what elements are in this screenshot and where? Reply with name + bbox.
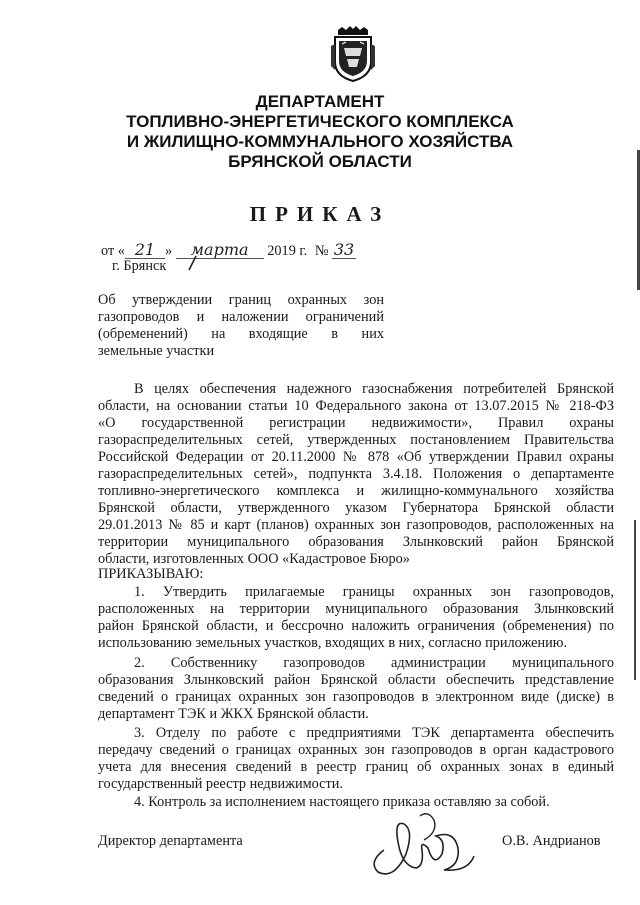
body-line: Брянской области, утвержденного указом Губернатора Брянской области	[98, 500, 614, 516]
order-number: 33	[333, 240, 355, 259]
department-name-line: БРЯНСКОЙ ОБЛАСТИ	[228, 152, 412, 171]
body-line: Российской Федерации от 20.11.2000 № 878 «Об утверждении Правил охраны	[98, 449, 614, 465]
body-line: передачу сведений о границах охранных зон газопроводов в орган кадастрового	[98, 742, 614, 758]
subject-line: газопроводов и наложении ограничений	[98, 309, 384, 325]
subject-line: (обременений) на входящие в них	[98, 326, 384, 342]
subject-line: Об утверждении границ охранных зон	[98, 292, 384, 308]
body-line: образования Злынковский район Брянской области обеспечить представление	[98, 672, 614, 688]
pen-stroke-mark	[186, 255, 198, 271]
body-line: газораспределительных сетей», подпункта 3.4.18. Положения о департаменте	[98, 466, 614, 482]
body-line: территории муниципального образования Злынковский район Брянской	[98, 534, 614, 550]
date-day: 21	[125, 241, 165, 259]
signatory-name: О.В. Андрианов	[502, 833, 601, 849]
body-line: 1. Утвердить прилагаемые границы охранных зон газопроводов,	[134, 584, 614, 600]
body-line: области, изготовленных ООО «Кадастровое Бюро»	[98, 551, 410, 567]
coat-of-arms-icon	[330, 26, 376, 82]
department-name-line: ТОПЛИВНО-ЭНЕРГЕТИЧЕСКОГО КОМПЛЕКСА	[126, 112, 514, 131]
body-line: сведений о границах охранных зон газопроводов в электронном виде (диске) в	[98, 689, 614, 705]
signatory-position: Директор департамента	[98, 833, 243, 849]
department-name-line: ДЕПАРТАМЕНТ	[255, 92, 385, 111]
scan-edge-mark	[634, 520, 636, 680]
subject-line: земельные участки	[98, 343, 215, 359]
body-line: газораспределительных сетей, утвержденных постановлением Правительства	[98, 432, 614, 448]
order-heading: ПРИКАЗЫВАЮ:	[98, 566, 204, 582]
body-line: район Брянской области, и бессрочно наложить ограничения (обременения) по	[98, 618, 614, 634]
body-line: 4. Контроль за исполнением настоящего приказа оставляю за собой.	[134, 794, 550, 810]
date-month: марта	[176, 241, 264, 259]
handwritten-signature	[364, 810, 482, 878]
body-line: 3. Отделу по работе с предприятиями ТЭК департамента обеспечить	[134, 725, 614, 741]
order-number-label: №	[314, 243, 329, 259]
body-line: «О государственной регистрации недвижимости», Правил охраны	[98, 415, 614, 431]
body-line: топливно-энергетического комплекса и жилищно-коммунального хозяйства	[98, 483, 614, 499]
body-line: департамент ТЭК и ЖКХ Брянской области.	[98, 706, 369, 722]
body-line: расположенных на территории муниципального образования Злынковский	[98, 601, 614, 617]
date-prefix: от «	[101, 243, 125, 259]
body-line: использованию земельных участков, входящих в них, согласно приложению.	[98, 635, 568, 651]
department-name-line: И ЖИЛИЩНО-КОММУНАЛЬНОГО ХОЗЯЙСТВА	[126, 132, 514, 151]
body-line: учета для внесения сведений в реестр границ об охранных зонах в единый	[98, 759, 614, 775]
date-year: 2019 г.	[267, 243, 308, 259]
body-line: 29.01.2013 № 85 и карт (планов) охранных зон газопроводов, расположенных на	[98, 517, 614, 533]
city: г. Брянск	[112, 258, 167, 274]
body-line: В целях обеспечения надежного газоснабжения потребителей Брянской	[134, 381, 614, 397]
date-mid: »	[164, 243, 173, 259]
body-line: 2. Собственнику газопроводов администрации муниципального	[134, 655, 614, 671]
document-title: ПРИКАЗ	[249, 202, 391, 226]
body-line: области, на основании статьи 10 Федерального закона от 13.07.2015 № 218-ФЗ	[98, 398, 614, 414]
body-line: государственный реестр недвижимости.	[98, 776, 343, 792]
